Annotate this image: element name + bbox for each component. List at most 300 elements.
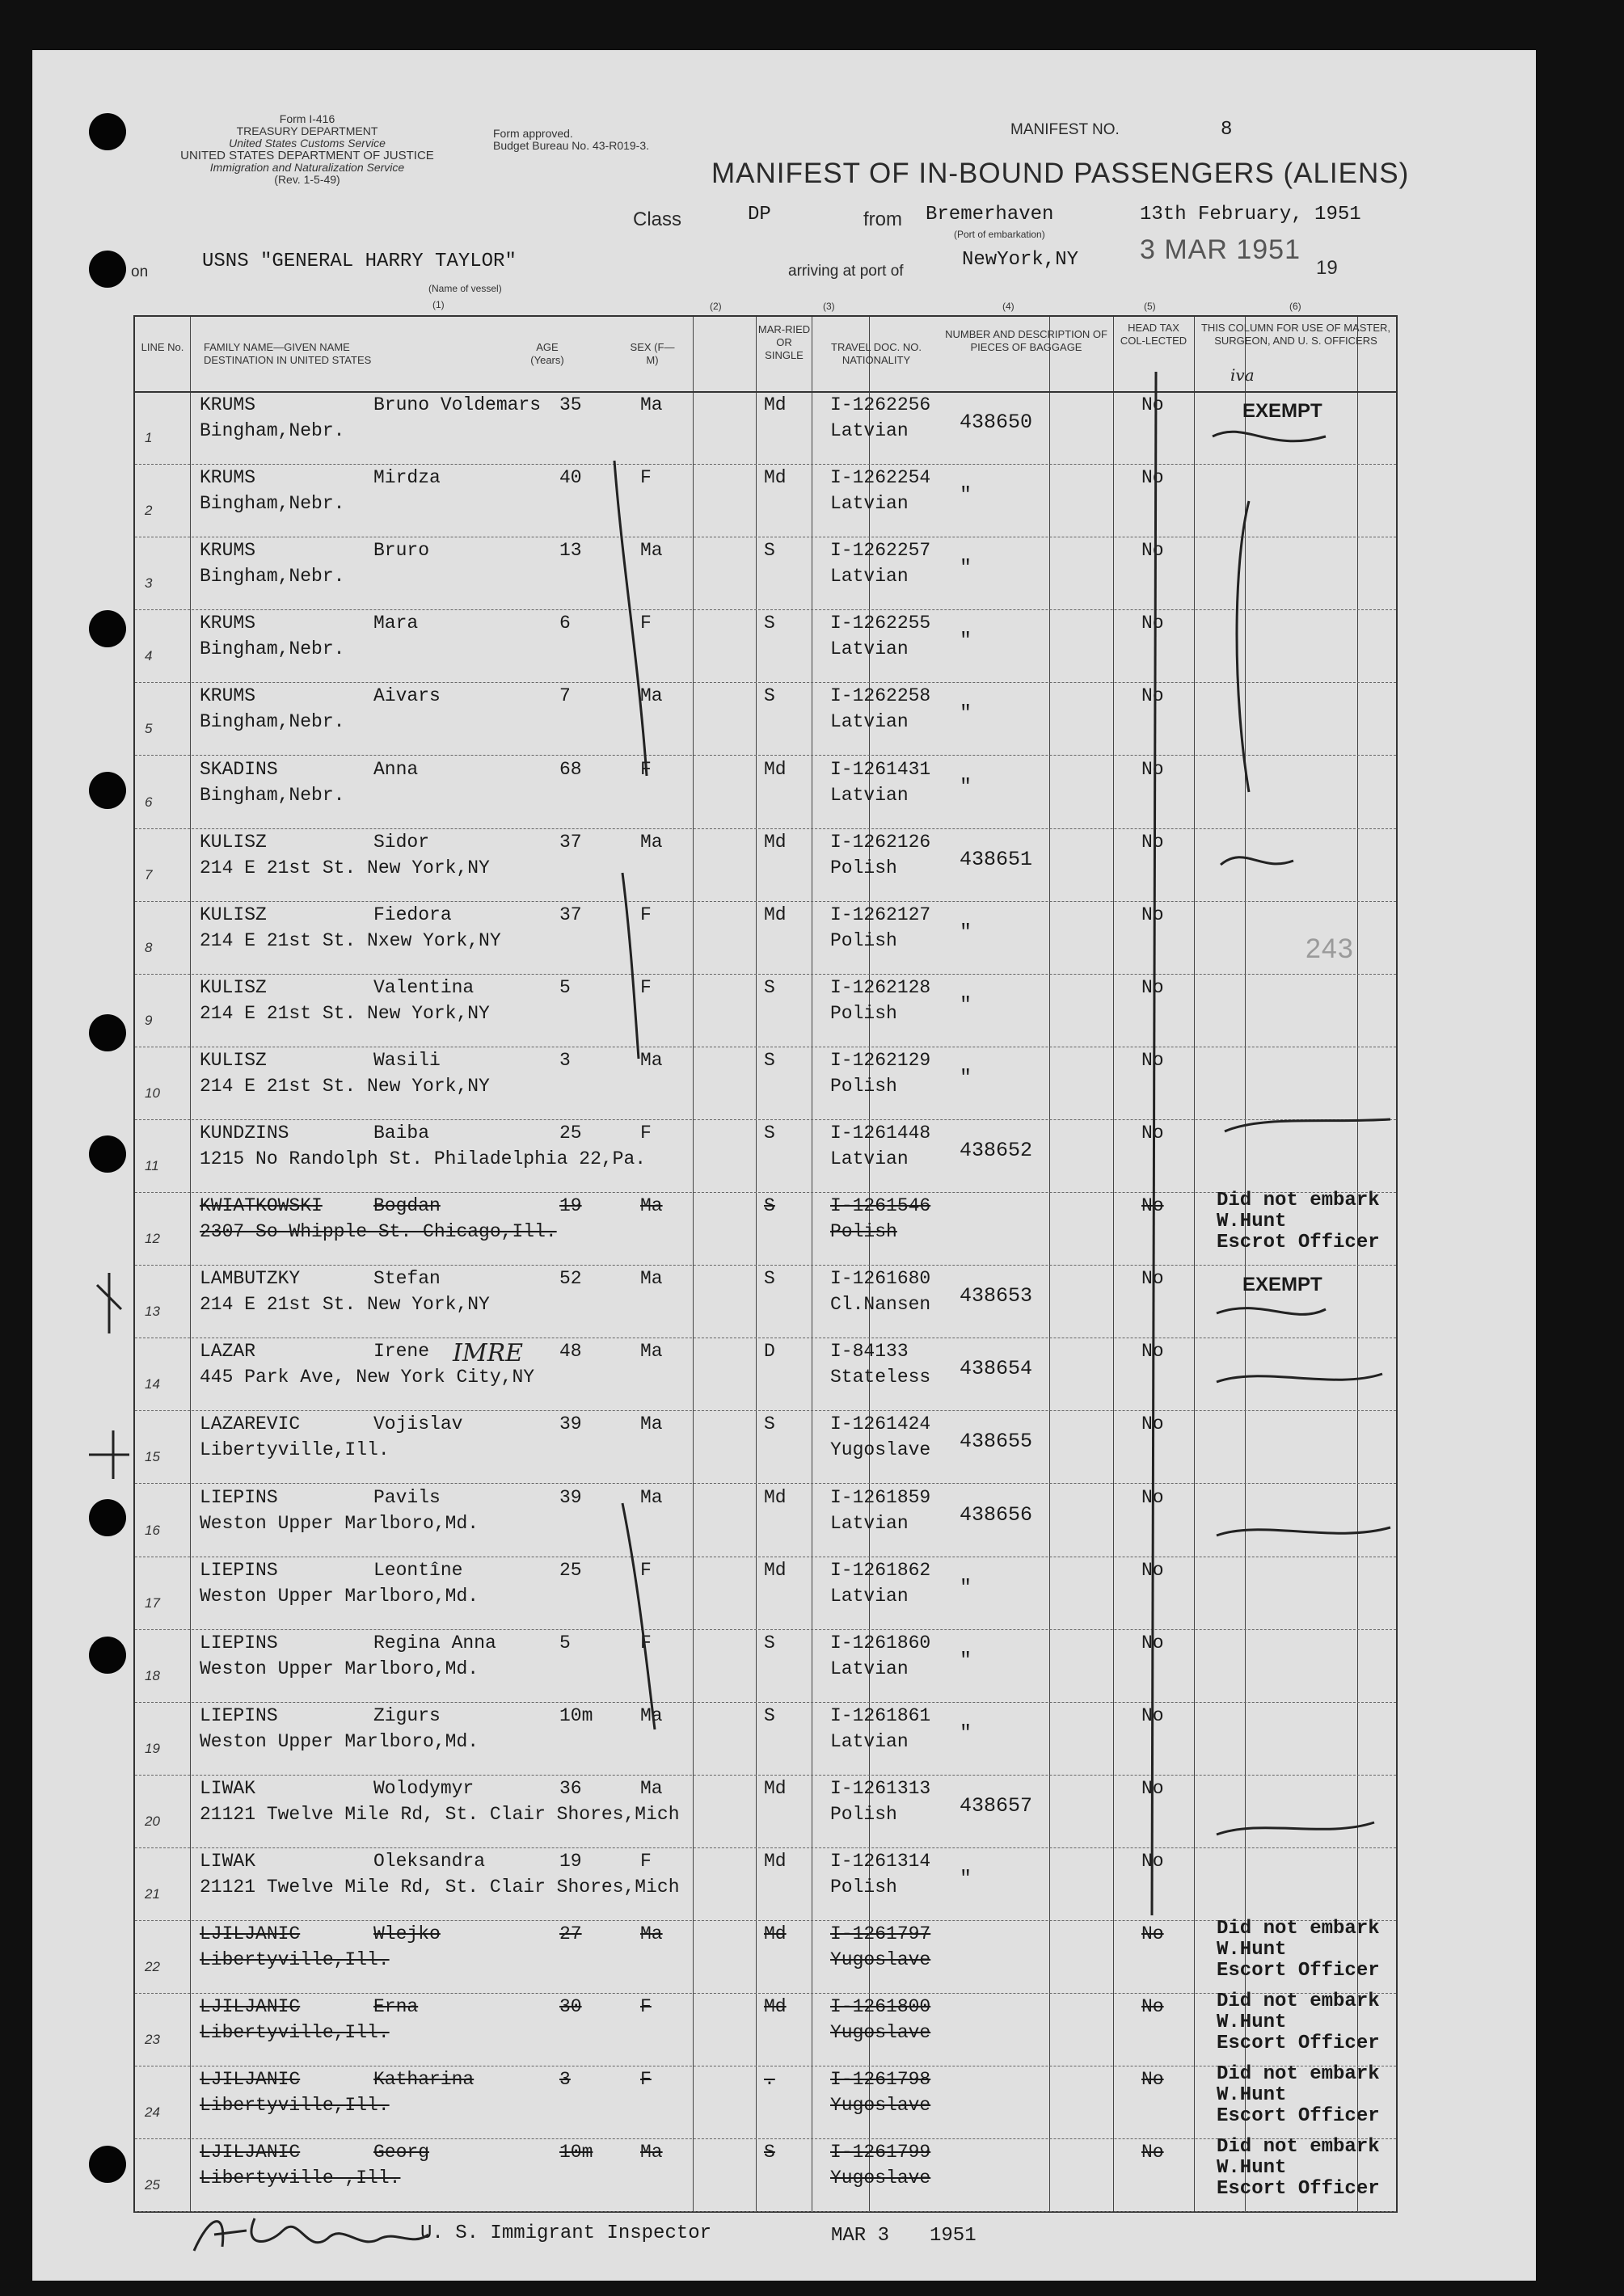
head-tax: No	[1141, 1341, 1164, 1363]
page-number-243: 243	[1306, 933, 1354, 964]
travel-doc-number: I-1261680	[830, 1268, 931, 1290]
given-name: Wlejko	[373, 1923, 441, 1945]
marital-status: S	[764, 1049, 775, 1071]
line-number: 22	[145, 1959, 160, 1975]
line-number: 2	[145, 503, 153, 519]
col-headtax-header: HEAD TAX COL-LECTED	[1120, 322, 1187, 347]
officer-note: Did not embark W.Hunt Escrot Officer	[1217, 1190, 1380, 1254]
year-prefix: 19	[1316, 257, 1338, 279]
family-name: KULISZ	[200, 904, 267, 925]
travel-doc-number: I-84133	[830, 1341, 909, 1363]
treasury-dept: TREASURY DEPARTMENT	[236, 124, 378, 137]
family-name: LJILJANIC	[200, 1996, 301, 2018]
destination: Libertyville ,Ill.	[200, 2168, 401, 2189]
line-number: 4	[145, 648, 153, 664]
marital-status: S	[764, 1268, 775, 1290]
marital-status: Md	[764, 758, 787, 780]
destination: 1215 No Randolph St. Philadelphia 22,Pa.	[200, 1148, 647, 1169]
sex: F	[640, 467, 652, 489]
nationality: Stateless	[830, 1367, 931, 1388]
marital-status: Md	[764, 467, 787, 489]
baggage: 438655	[960, 1430, 1033, 1454]
head-tax: No	[1141, 685, 1164, 707]
age: 39	[559, 1486, 582, 1508]
age: 6	[559, 613, 571, 634]
line-number: 7	[145, 866, 153, 883]
sex: Ma	[640, 685, 663, 707]
marital-status: S	[764, 976, 775, 998]
given-name: Mirdza	[373, 467, 441, 489]
manifest-no-value: 8	[1221, 119, 1233, 141]
nationality: Polish	[830, 929, 897, 951]
age: 10m	[559, 1704, 593, 1726]
family-name: KRUMS	[200, 394, 256, 415]
destination: Bingham,Nebr.	[200, 784, 345, 806]
family-name: LJILJANIC	[200, 2069, 301, 2091]
family-name: LIWAK	[200, 1777, 256, 1799]
col-baggage-header: NUMBER AND DESCRIPTION OF PIECES OF BAGGAGE	[945, 328, 1107, 353]
age: 5	[559, 1632, 571, 1654]
nationality: Latvian	[830, 638, 909, 660]
col-married-header: MAR-RIED OR SINGLE	[757, 323, 811, 361]
marital-status: S	[764, 1413, 775, 1435]
baggage: "	[960, 774, 972, 798]
given-name: Aivars	[373, 685, 441, 707]
marital-status: Md	[764, 1486, 787, 1508]
baggage: 438650	[960, 411, 1033, 434]
travel-doc-number: I-1261862	[830, 1559, 931, 1581]
sex: Ma	[640, 1413, 663, 1435]
age: 3	[559, 1049, 571, 1071]
family-name: SKADINS	[200, 758, 278, 780]
destination: Libertyville,Ill.	[200, 2022, 390, 2044]
vessel-name: USNS "GENERAL HARRY TAYLOR"	[202, 251, 517, 272]
baggage: "	[960, 1648, 972, 1672]
age: 19	[559, 1851, 582, 1872]
head-tax: No	[1141, 758, 1164, 780]
col-name-header: FAMILY NAME—GIVEN NAME DESTINATION IN UNITED STATES	[204, 341, 372, 366]
officer-note: Did not embark W.Hunt Escort Officer	[1217, 1918, 1380, 1982]
nationality: Latvian	[830, 1730, 909, 1752]
travel-doc-number: I-1261859	[830, 1486, 931, 1508]
given-name: Wolodymyr	[373, 1777, 475, 1799]
marital-status: Md	[764, 1851, 787, 1872]
destination: Bingham,Nebr.	[200, 566, 345, 588]
given-name: Pavils	[373, 1486, 441, 1508]
head-tax: No	[1141, 1123, 1164, 1144]
head-tax: No	[1141, 1996, 1164, 2018]
family-name: KRUMS	[200, 540, 256, 562]
line-number: 10	[145, 1085, 160, 1101]
age: 19	[559, 1195, 582, 1217]
given-name: Regina Anna	[373, 1632, 496, 1654]
line-number: 13	[145, 1304, 160, 1320]
line-number: 6	[145, 794, 153, 810]
given-name: Mara	[373, 613, 419, 634]
marital-status: Md	[764, 1559, 787, 1581]
nationality: Polish	[830, 857, 897, 878]
sex: Ma	[640, 1049, 663, 1071]
revision: (Rev. 1-5-49)	[274, 173, 340, 186]
travel-doc-number: I-1262127	[830, 904, 931, 925]
age: 37	[559, 831, 582, 853]
sex: F	[640, 1996, 652, 2018]
marital-status: S	[764, 540, 775, 562]
age: 3	[559, 2069, 571, 2091]
sex: F	[640, 1123, 652, 1144]
iva-annotation: iva	[1230, 365, 1255, 385]
marital-status: S	[764, 685, 775, 707]
nationality: Latvian	[830, 493, 909, 515]
line-number: 23	[145, 2032, 160, 2048]
given-name: Georg	[373, 2142, 430, 2163]
destination: Bingham,Nebr.	[200, 420, 345, 441]
head-tax: No	[1141, 2142, 1164, 2163]
marital-status: Md	[764, 1777, 787, 1799]
line-number: 25	[145, 2177, 160, 2193]
head-tax: No	[1141, 1268, 1164, 1290]
head-tax: No	[1141, 1632, 1164, 1654]
line-number: 14	[145, 1376, 160, 1392]
baggage: "	[960, 992, 972, 1017]
age: 25	[559, 1123, 582, 1144]
line-number: 12	[145, 1231, 160, 1247]
col-num-6: (6)	[1289, 301, 1301, 312]
baggage: "	[960, 1721, 972, 1745]
nationality: Latvian	[830, 1148, 909, 1169]
given-name: Valentina	[373, 976, 475, 998]
travel-doc-number: I-1262258	[830, 685, 931, 707]
destination: 214 E 21st St. New York,NY	[200, 857, 490, 878]
class-label: Class	[633, 209, 682, 230]
sex: F	[640, 758, 652, 780]
baggage: 438651	[960, 847, 1033, 871]
sex: Ma	[640, 394, 663, 415]
head-tax: No	[1141, 1413, 1164, 1435]
travel-doc-number: I-1262129	[830, 1049, 931, 1071]
line-number: 15	[145, 1449, 160, 1465]
destination: Bingham,Nebr.	[200, 638, 345, 660]
family-name: LAZAR	[200, 1341, 256, 1363]
given-name: Baiba	[373, 1123, 430, 1144]
destination: 214 E 21st St. New York,NY	[200, 1002, 490, 1024]
baggage: 438657	[960, 1793, 1033, 1818]
officer-note: EXEMPT	[1242, 400, 1322, 422]
family-name: LIEPINS	[200, 1486, 278, 1508]
line-number: 11	[145, 1158, 159, 1173]
manifest-no-label: MANIFEST NO.	[1010, 121, 1120, 138]
baggage: "	[960, 1575, 972, 1599]
marital-status: S	[764, 1195, 775, 1217]
nationality: Yugoslave	[830, 2095, 931, 2117]
form-number: Form I-416	[279, 112, 335, 125]
sex: F	[640, 613, 652, 634]
line-number: 21	[145, 1886, 160, 1902]
age: 35	[559, 394, 582, 415]
nationality: Yugoslave	[830, 2168, 931, 2189]
nationality: Yugoslave	[830, 1439, 931, 1461]
travel-doc-number: I-1261313	[830, 1777, 931, 1799]
age: 30	[559, 1996, 582, 2018]
head-tax: No	[1141, 976, 1164, 998]
baggage: 438653	[960, 1284, 1033, 1308]
nationality: Latvian	[830, 566, 909, 588]
nationality: Latvian	[830, 784, 909, 806]
col-num-2: (2)	[710, 301, 722, 312]
sex: Ma	[640, 2142, 663, 2163]
line-number: 5	[145, 721, 153, 737]
travel-doc-number: I-1261860	[830, 1632, 931, 1654]
age: 27	[559, 1923, 582, 1945]
sex: Ma	[640, 1486, 663, 1508]
age: 25	[559, 1559, 582, 1581]
head-tax: No	[1141, 904, 1164, 925]
baggage: 438652	[960, 1139, 1033, 1162]
sex: Ma	[640, 1923, 663, 1945]
age: 48	[559, 1341, 582, 1363]
age: 52	[559, 1268, 582, 1290]
from-label: from	[863, 209, 902, 230]
head-tax: No	[1141, 1851, 1164, 1872]
age: 13	[559, 540, 582, 562]
inspector-label: U. S. Immigrant Inspector	[420, 2222, 712, 2244]
head-tax: No	[1141, 613, 1164, 634]
travel-doc-number: I-1261797	[830, 1923, 931, 1945]
given-name: Wasili	[373, 1049, 441, 1071]
officer-note: EXEMPT	[1242, 1274, 1322, 1296]
family-name: KWIATKOWSKI	[200, 1195, 323, 1217]
sex: F	[640, 1559, 652, 1581]
travel-doc-number: I-1262126	[830, 831, 931, 853]
col-age-header: AGE (Years)	[530, 341, 564, 366]
baggage: 438656	[960, 1502, 1033, 1527]
officer-note: Did not embark W.Hunt Escort Officer	[1217, 2063, 1380, 2128]
nationality: Cl.Nansen	[830, 1294, 931, 1316]
line-number: 1	[145, 430, 153, 445]
travel-doc-number: I-1261798	[830, 2069, 931, 2091]
justice-dept: UNITED STATES DEPARTMENT OF JUSTICE	[180, 149, 434, 162]
age: 39	[559, 1413, 582, 1435]
family-name: KULISZ	[200, 976, 267, 998]
destination: Libertyville,Ill.	[200, 1949, 390, 1971]
baggage: "	[960, 556, 972, 580]
line-number: 19	[145, 1740, 160, 1756]
sex: F	[640, 1851, 652, 1872]
nationality: Yugoslave	[830, 2022, 931, 2044]
class-value: DP	[748, 204, 771, 225]
family-name: LIEPINS	[200, 1559, 278, 1581]
baggage: "	[960, 483, 972, 508]
family-name: KULISZ	[200, 1049, 267, 1071]
travel-doc-number: I-1262257	[830, 540, 931, 562]
nationality: Latvian	[830, 1585, 909, 1607]
marital-status: Md	[764, 1996, 787, 2018]
family-name: LAMBUTZKY	[200, 1268, 301, 1290]
vessel-caption: (Name of vessel)	[428, 283, 502, 294]
departure-date: 13th February, 1951	[1140, 204, 1361, 225]
line-number: 9	[145, 1012, 153, 1028]
officer-note: Did not embark W.Hunt Escort Officer	[1217, 2136, 1380, 2201]
nationality: Polish	[830, 1075, 897, 1097]
family-name: LIEPINS	[200, 1704, 278, 1726]
given-name: Anna	[373, 758, 419, 780]
head-tax: No	[1141, 1486, 1164, 1508]
travel-doc-number: I-1261431	[830, 758, 931, 780]
arrival-date-stamp: 3 MAR 1951	[1140, 234, 1301, 265]
destination: Bingham,Nebr.	[200, 493, 345, 515]
age: 10m	[559, 2142, 593, 2163]
col-num-3: (3)	[823, 301, 835, 312]
marital-status: S	[764, 1632, 775, 1654]
travel-doc-number: I-1261314	[830, 1851, 931, 1872]
destination: Weston Upper Marlboro,Md.	[200, 1585, 479, 1607]
given-name: Katharina	[373, 2069, 475, 2091]
family-name: LAZAREVIC	[200, 1413, 301, 1435]
given-name: Vojislav	[373, 1413, 463, 1435]
destination: 445 Park Ave, New York City,NY	[200, 1367, 535, 1388]
manifest-title: MANIFEST OF IN-BOUND PASSENGERS (ALIENS)	[711, 158, 1410, 189]
head-tax: No	[1141, 2069, 1164, 2091]
line-number: 16	[145, 1522, 160, 1538]
from-value: Bremerhaven	[926, 204, 1054, 225]
baggage: "	[960, 1065, 972, 1089]
head-tax: No	[1141, 1704, 1164, 1726]
destination: 21121 Twelve Mile Rd, St. Clair Shores,Mich	[200, 1803, 680, 1825]
head-tax: No	[1141, 1923, 1164, 1945]
col-officers-header: THIS COLUMN FOR USE OF MASTER, SURGEON, AND U. S. OFFICERS	[1200, 322, 1390, 347]
age: 7	[559, 685, 571, 707]
marital-status: S	[764, 1123, 775, 1144]
line-number: 24	[145, 2104, 160, 2121]
form-approved: Form approved.	[493, 127, 573, 140]
travel-doc-number: I-1262256	[830, 394, 931, 415]
marital-status: Md	[764, 394, 787, 415]
travel-doc-number: I-1262255	[830, 613, 931, 634]
age: 36	[559, 1777, 582, 1799]
given-name: Bruno Voldemars	[373, 394, 542, 415]
given-name: Zigurs	[373, 1704, 441, 1726]
travel-doc-number: I-1261546	[830, 1195, 931, 1217]
marital-status: S	[764, 613, 775, 634]
nationality: Latvian	[830, 1512, 909, 1534]
given-name: Fiedora	[373, 904, 452, 925]
destination: Bingham,Nebr.	[200, 711, 345, 733]
given-name: Leontîne	[373, 1559, 463, 1581]
family-name: KRUMS	[200, 685, 256, 707]
head-tax: No	[1141, 467, 1164, 489]
marital-status: D	[764, 1341, 775, 1363]
inspection-date: MAR 3	[831, 2225, 890, 2247]
arriving-label: arriving at port of	[788, 263, 904, 280]
on-label: on	[131, 263, 149, 280]
nationality: Polish	[830, 1002, 897, 1024]
nationality: Yugoslave	[830, 1949, 931, 1971]
destination: 214 E 21st St. Nxew York,NY	[200, 929, 501, 951]
marital-status: .	[764, 2069, 775, 2091]
port-embark-caption: (Port of embarkation)	[954, 229, 1045, 240]
baggage: "	[960, 1867, 972, 1890]
marital-status: S	[764, 2142, 775, 2163]
travel-doc-number: I-1262128	[830, 976, 931, 998]
sex: Ma	[640, 1777, 663, 1799]
destination: Libertyville,Ill.	[200, 2095, 390, 2117]
family-name: LIEPINS	[200, 1632, 278, 1654]
head-tax: No	[1141, 1777, 1164, 1799]
budget-bureau: Budget Bureau No. 43-R019-3.	[493, 139, 650, 152]
head-tax: No	[1141, 394, 1164, 415]
baggage: 438654	[960, 1357, 1033, 1381]
family-name: KULISZ	[200, 831, 267, 853]
sex: F	[640, 2069, 652, 2091]
destination: 214 E 21st St. New York,NY	[200, 1075, 490, 1097]
line-number: 3	[145, 575, 153, 592]
marital-status: Md	[764, 1923, 787, 1945]
travel-doc-number: I-1261799	[830, 2142, 931, 2163]
age: 40	[559, 467, 582, 489]
customs-service: United States Customs Service	[229, 137, 386, 150]
destination: 21121 Twelve Mile Rd, St. Clair Shores,Mich	[200, 1877, 680, 1898]
family-name: KRUMS	[200, 467, 256, 489]
sex: F	[640, 976, 652, 998]
sex: Ma	[640, 1341, 663, 1363]
head-tax: No	[1141, 1559, 1164, 1581]
marital-status: Md	[764, 904, 787, 925]
age: 68	[559, 758, 582, 780]
destination: Libertyville,Ill.	[200, 1439, 390, 1461]
nationality: Latvian	[830, 1658, 909, 1679]
travel-doc-number: I-1261424	[830, 1413, 931, 1435]
nationality: Polish	[830, 1877, 897, 1898]
sex: Ma	[640, 831, 663, 853]
destination: Weston Upper Marlboro,Md.	[200, 1658, 479, 1679]
col-num-5: (5)	[1144, 301, 1156, 312]
ins-label: Immigration and Naturalization Service	[209, 161, 405, 174]
line-number: 18	[145, 1667, 160, 1683]
sex: Ma	[640, 540, 663, 562]
sex: Ma	[640, 1268, 663, 1290]
officer-note: Did not embark W.Hunt Escort Officer	[1217, 1991, 1380, 2055]
vessel-col-number: (1)	[432, 299, 445, 310]
destination: 214 E 21st St. New York,NY	[200, 1294, 490, 1316]
baggage: "	[960, 629, 972, 653]
sex: F	[640, 1632, 652, 1654]
head-tax: No	[1141, 831, 1164, 853]
given-name: Stefan	[373, 1268, 441, 1290]
travel-doc-number: I-1261800	[830, 1996, 931, 2018]
arriving-port: NewYork,NY	[962, 249, 1079, 271]
head-tax: No	[1141, 540, 1164, 562]
baggage: "	[960, 701, 972, 726]
line-number: 8	[145, 939, 153, 955]
family-name: KUNDZINS	[200, 1123, 289, 1144]
travel-doc-number: I-1262254	[830, 467, 931, 489]
travel-doc-number: I-1261448	[830, 1123, 931, 1144]
col-travel-header: TRAVEL DOC. NO. NATIONALITY	[831, 341, 922, 366]
head-tax: No	[1141, 1195, 1164, 1217]
family-name: KRUMS	[200, 613, 256, 634]
head-tax: No	[1141, 1049, 1164, 1071]
given-name: Irene	[373, 1341, 430, 1363]
family-name: LIWAK	[200, 1851, 256, 1872]
line-number: 17	[145, 1595, 160, 1611]
destination: 2307 So Whipple St. Chicago,Ill.	[200, 1221, 557, 1243]
destination: Weston Upper Marlboro,Md.	[200, 1512, 479, 1534]
family-name: LJILJANIC	[200, 1923, 301, 1945]
given-name: Bogdan	[373, 1195, 441, 1217]
baggage: "	[960, 920, 972, 944]
nationality: Polish	[830, 1803, 897, 1825]
sex: Ma	[640, 1195, 663, 1217]
